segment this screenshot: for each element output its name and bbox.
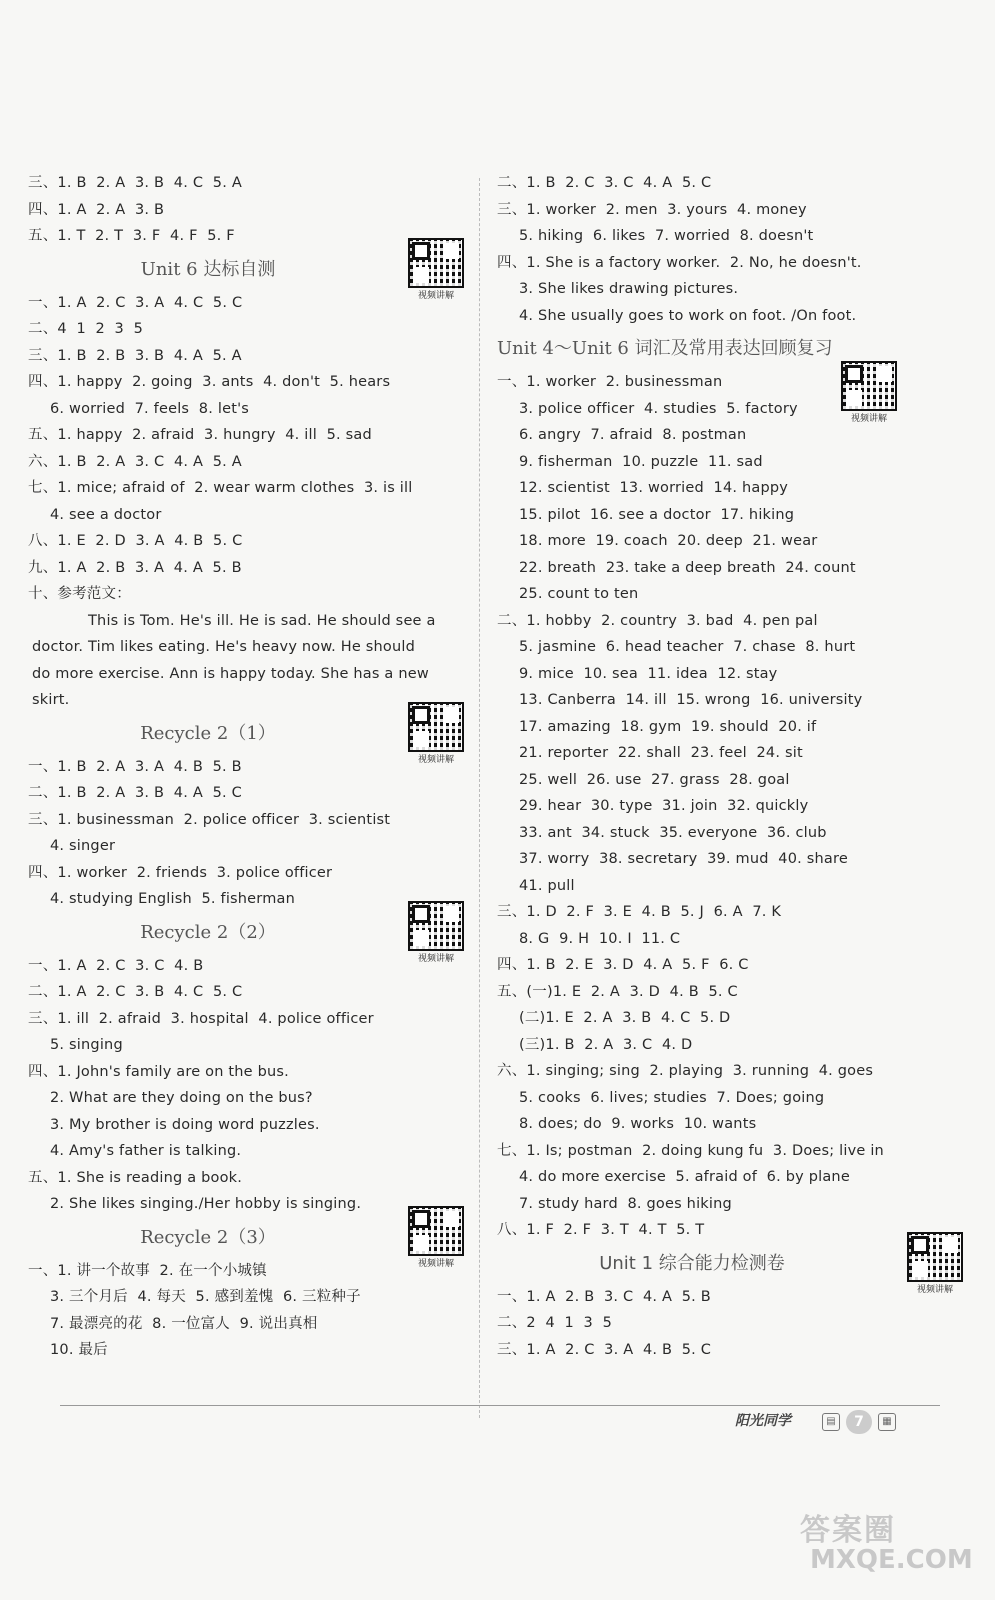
qr-code[interactable] [408,238,464,300]
answer-line: 7. study hard 8. goes hiking [519,1195,732,1212]
answer-line: 25. count to ten [519,586,639,602]
answer-line: 二、4 1 2 3 5 [28,321,143,337]
page-number: 7 [846,1410,872,1434]
answer-line: 22. breath 23. take a deep breath 24. count [519,559,856,576]
qr-code[interactable] [408,1206,464,1268]
qr-code[interactable] [408,901,464,963]
qr-code-icon [408,1206,464,1256]
answer-line: 四、1. A 2. A 3. B [28,201,165,218]
qr-caption: 视频讲解 [417,1258,454,1269]
answer-line: (二)1. E 2. A 3. B 4. C 5. D [519,1010,731,1026]
essay-line: doctor. Tim likes eating. He's heavy now. He should [32,639,416,655]
answer-line: 二、1. A 2. C 3. B 4. C 5. C [28,984,243,1000]
answer-line: (三)1. B 2. A 3. C 4. D [519,1036,693,1053]
answer-line: 六、1. B 2. A 3. C 4. A 5. A [28,453,242,470]
answer-line: 五、1. She is reading a book. [28,1169,243,1186]
answer-line: 21. reporter 22. shall 23. feel 24. sit [519,745,803,761]
answer-line: 三、1. worker 2. men 3. yours 4. money [497,201,807,218]
review-block [497,369,967,1244]
answer-line: 三、1. A 2. C 3. A 4. B 5. C [497,1341,712,1358]
answer-line: 三、1. businessman 2. police officer 3. scientist [28,811,391,828]
qr-caption: 视频讲解 [916,1284,953,1295]
watermark-url: MXQE.COM [810,1545,973,1575]
qr-code[interactable] [907,1232,963,1294]
qr-caption: 视频讲解 [417,754,454,765]
answer-line: 4. She usually goes to work on foot. /On foot. [519,307,857,324]
book-icon: ▤ [822,1413,840,1431]
answer-line: 一、1. 讲一个故事 2. 在一个小城镇 [28,1262,267,1279]
qr-caption: 视频讲解 [417,953,454,964]
section-title: Unit 6 达标自测 [140,258,276,280]
answer-line: 三、1. D 2. F 3. E 4. B 5. J 6. A 7. K [497,904,782,920]
answer-line: 5. cooks 6. lives; studies 7. Does; going [519,1089,825,1106]
answer-line: 4. singer [50,838,116,854]
essay-line: do more exercise. Ann is happy today. She has a new [32,665,429,682]
answer-line: 3. 三个月后 4. 每天 5. 感到羞愧 6. 三粒种子 [50,1289,361,1305]
answer-line: 5. jasmine 6. head teacher 7. chase 8. hurt [519,639,856,655]
answer-line: 十、参考范文： [28,586,131,602]
footer-rule [60,1405,940,1406]
watermark: 答案圈 [800,1513,896,1548]
answer-line: 二、1. B 2. C 3. C 4. A 5. C [497,175,712,191]
answer-line: 37. worry 38. secretary 39. mud 40. share [519,851,848,867]
answer-line: 4. Amy's father is talking. [50,1143,242,1159]
answer-line: 四、1. worker 2. friends 3. police officer [28,864,333,881]
answer-line: 9. fisherman 10. puzzle 11. sad [519,453,763,470]
section-heading-unit6 [28,250,468,301]
answer-line: 七、1. Is; postman 2. doing kung fu 3. Does; live in [497,1142,884,1159]
section-title: Recycle 2（2） [140,921,276,943]
answer-line: 2. What are they doing on the bus? [50,1090,313,1106]
answer-line: 四、1. happy 2. going 3. ants 4. don't 5. hears [28,374,391,390]
answer-line: 10. 最后 [50,1342,108,1358]
answer-line: 3. police officer 4. studies 5. factory [519,400,798,417]
answer-line: 8. does; do 9. works 10. wants [519,1116,757,1132]
answer-line: 2. She likes singing./Her hobby is singing. [50,1196,362,1212]
qr-caption: 视频讲解 [417,290,454,301]
answer-line: 7. 最漂亮的花 8. 一位富人 9. 说出真相 [50,1315,318,1332]
answer-line: 四、1. John's family are on the bus. [28,1063,289,1080]
answer-line: 18. more 19. coach 20. deep 21. wear [519,533,818,549]
answer-line: 五、(一)1. E 2. A 3. D 4. B 5. C [497,983,738,1000]
answer-line: 七、1. mice; afraid of 2. wear warm clothes 3. is ill [28,480,413,496]
qr-code-icon [408,238,464,288]
qr-code-icon [841,361,897,411]
answer-line: 4. do more exercise 5. afraid of 6. by plane [519,1169,850,1185]
section-heading-recycle2-3 [28,1218,468,1269]
answer-line: 二、2 4 1 3 5 [497,1315,612,1331]
answer-line: 八、1. F 2. F 3. T 4. T 5. T [497,1222,705,1238]
left-column [28,170,468,1364]
column-divider [479,178,480,1418]
answer-line: 13. Canberra 14. ill 15. wrong 16. university [519,692,863,708]
answer-line: 一、1. A 2. B 3. C 4. A 5. B [497,1288,711,1305]
answer-line: 九、1. A 2. B 3. A 4. A 5. B [28,559,242,576]
answer-line: 一、1. B 2. A 3. A 4. B 5. B [28,758,242,775]
answer-line: 5. hiking 6. likes 7. worried 8. doesn't [519,228,814,244]
answer-line: 17. amazing 18. gym 19. should 20. if [519,718,817,735]
section-heading-recycle2-2 [28,913,468,964]
answer-line: 3. My brother is doing word puzzles. [50,1116,320,1133]
answer-line: 四、1. She is a factory worker. 2. No, he doesn't. [497,254,862,271]
qr-code-icon [907,1232,963,1282]
answer-line: 八、1. E 2. D 3. A 4. B 5. C [28,533,243,549]
answer-line: 3. She likes drawing pictures. [519,281,739,297]
qr-caption: 视频讲解 [850,414,887,424]
answer-line: 5. singing [50,1037,123,1053]
answer-line: 五、1. happy 2. afraid 3. hungry 4. ill 5. sad [28,427,372,443]
answer-line: 25. well 26. use 27. grass 28. goal [519,771,790,788]
answer-line: 三、1. B 2. A 3. B 4. C 5. A [28,175,242,191]
answer-line: 33. ant 34. stuck 35. everyone 36. club [519,824,827,841]
essay-line: This is Tom. He's ill. He is sad. He should see a [88,612,436,629]
answer-line: 8. G 9. H 10. I 11. C [519,930,681,947]
answer-line: 四、1. B 2. E 3. D 4. A 5. F 6. C [497,957,749,973]
answer-line: 三、1. ill 2. afraid 3. hospital 4. police officer [28,1010,374,1027]
answer-line: 4. see a doctor [50,506,162,523]
answer-line: 六、1. singing; sing 2. playing 3. running 4. goes [497,1063,874,1079]
answer-line: 15. pilot 16. see a doctor 17. hiking [519,506,795,523]
answer-line: 4. studying English 5. fisherman [50,891,296,907]
grid-icon: ▦ [878,1413,896,1431]
answer-line: 二、1. hobby 2. country 3. bad 4. pen pal [497,612,818,629]
answer-line: 五、1. T 2. T 3. F 4. F 5. F [28,228,235,244]
answer-line: 一、1. A 2. C 3. C 4. B [28,957,204,974]
brand-logo: 阳光同学 [735,1413,791,1429]
section-title: Unit 1 综合能力检测卷 [599,1252,785,1274]
qr-code[interactable] [841,361,897,423]
section-title: Unit 4～Unit 6 词汇及常用表达回顾复习 [497,338,833,359]
answer-line: 一、1. A 2. C 3. A 4. C 5. C [28,294,243,311]
essay-line: skirt. [32,692,70,708]
answer-line: 二、1. B 2. A 3. B 4. A 5. C [28,785,242,801]
answer-line: 一、1. worker 2. businessman [497,374,723,390]
qr-code-icon [408,702,464,752]
section-title: Recycle 2（1） [140,722,276,744]
answer-line: 6. worried 7. feels 8. let's [50,400,250,417]
qr-code[interactable] [408,702,464,764]
answer-line: 6. angry 7. afraid 8. postman [519,427,747,443]
answer-line: 12. scientist 13. worried 14. happy [519,480,789,496]
section-heading-unit1 [497,1244,967,1295]
section-title: Recycle 2（3） [140,1226,276,1248]
answer-line: 41. pull [519,877,575,894]
answer-line: 三、1. B 2. B 3. B 4. A 5. A [28,347,242,364]
right-column [497,170,967,1363]
qr-code-icon [408,901,464,951]
answer-line: 9. mice 10. sea 11. idea 12. stay [519,665,778,682]
answer-line: 29. hear 30. type 31. join 32. quickly [519,798,809,814]
section-heading-recycle2-1 [28,714,468,765]
